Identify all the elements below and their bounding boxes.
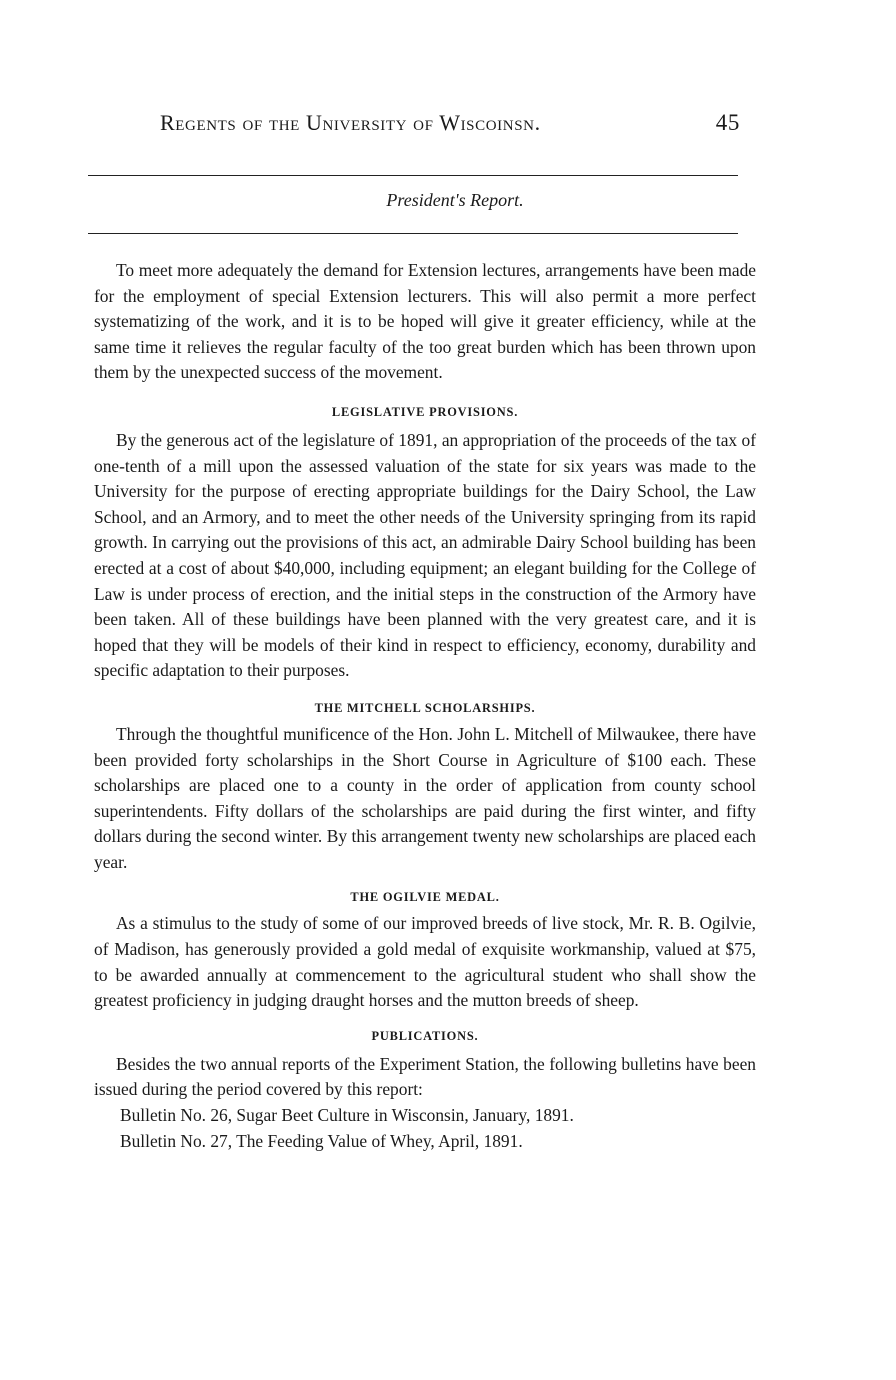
running-title: Regents of the University of Wiscoinsn.: [160, 110, 541, 135]
section-paragraph-publications: Besides the two annual reports of the Experiment Station, the following bulletins have been issued during the period covered by this report:: [94, 1053, 756, 1100]
section-heading-ogilvie: THE OGILVIE MEDAL.: [350, 890, 500, 905]
section-paragraph-mitchell: Through the thoughtful munificence of the Hon. John L. Mitchell of Milwaukee, there have been provided forty scholarships in the Short Course in Agriculture of $100 each. These scholarships are placed one to a county in the order of application from county school superintendents. Fifty dollars of the scholarships are paid during the first winter, and fifty dollars during the second winter. By this arrangement twenty new scholarships are placed each year.: [94, 723, 756, 872]
body-text: [94, 258, 756, 1154]
section-heading-publications: PUBLICATIONS.: [371, 1028, 479, 1043]
header-rule-bottom: [88, 233, 738, 234]
section-heading-mitchell: THE MITCHELL SCHOLARSHIPS.: [314, 700, 536, 715]
page-number: 45: [715, 110, 740, 135]
section-heading-legislative: LEGISLATIVE PROVISIONS.: [331, 404, 519, 419]
header-rule-top: [88, 175, 738, 176]
bulletin-item: Bulletin No. 27, The Feeding Value of Whey, April, 1891.: [120, 1130, 523, 1151]
section-paragraph-ogilvie: As a stimulus to the study of some of our improved breeds of live stock, Mr. R. B. Ogilvie, of Madison, has generously provided a gold medal of exquisite workmanship, valued at $75, to be awarded annually at commencement to the agricultural student who shall show the greatest proficiency in judging draught horses and the mutton breeds of sheep.: [94, 913, 756, 1011]
section-paragraph-legislative: By the generous act of the legislature of 1891, an appropriation of the proceeds of the tax of one-tenth of a mill upon the assessed valuation of the state for six years was made to the University for the purpose of erecting appropriate buildings for the Dairy School, the Law School, and an Armory, and to meet the other needs of the University springing from its rapid growth. In carrying out the provisions of this act, an admirable Dairy School building has been erected at a cost of about $40,000, including equipment; an elegant building for the College of Law is under process of erection, and the initial steps in the construction of the Armory have been taken. All of these buildings have been planned with the very greatest care, and it is hoped that they will be models of their kind in respect to efficiency, economy, durability and specific adaptation to their purposes.: [94, 429, 756, 681]
intro-paragraph: To meet more adequately the demand for Extension lectures, arrangements have been made for the employment of special Extension lecturers. This will also permit a more perfect systematizing of the work, and it is to be hoped will give it greater efficiency, while at the same time it relieves the regular faculty of the too great burden which has been thrown upon them by the unexpected success of the movement.: [94, 260, 756, 383]
bulletin-item: Bulletin No. 26, Sugar Beet Culture in Wisconsin, January, 1891.: [120, 1105, 574, 1126]
report-subtitle: President's Report.: [386, 190, 524, 210]
bulletin-list: [94, 1103, 756, 1154]
